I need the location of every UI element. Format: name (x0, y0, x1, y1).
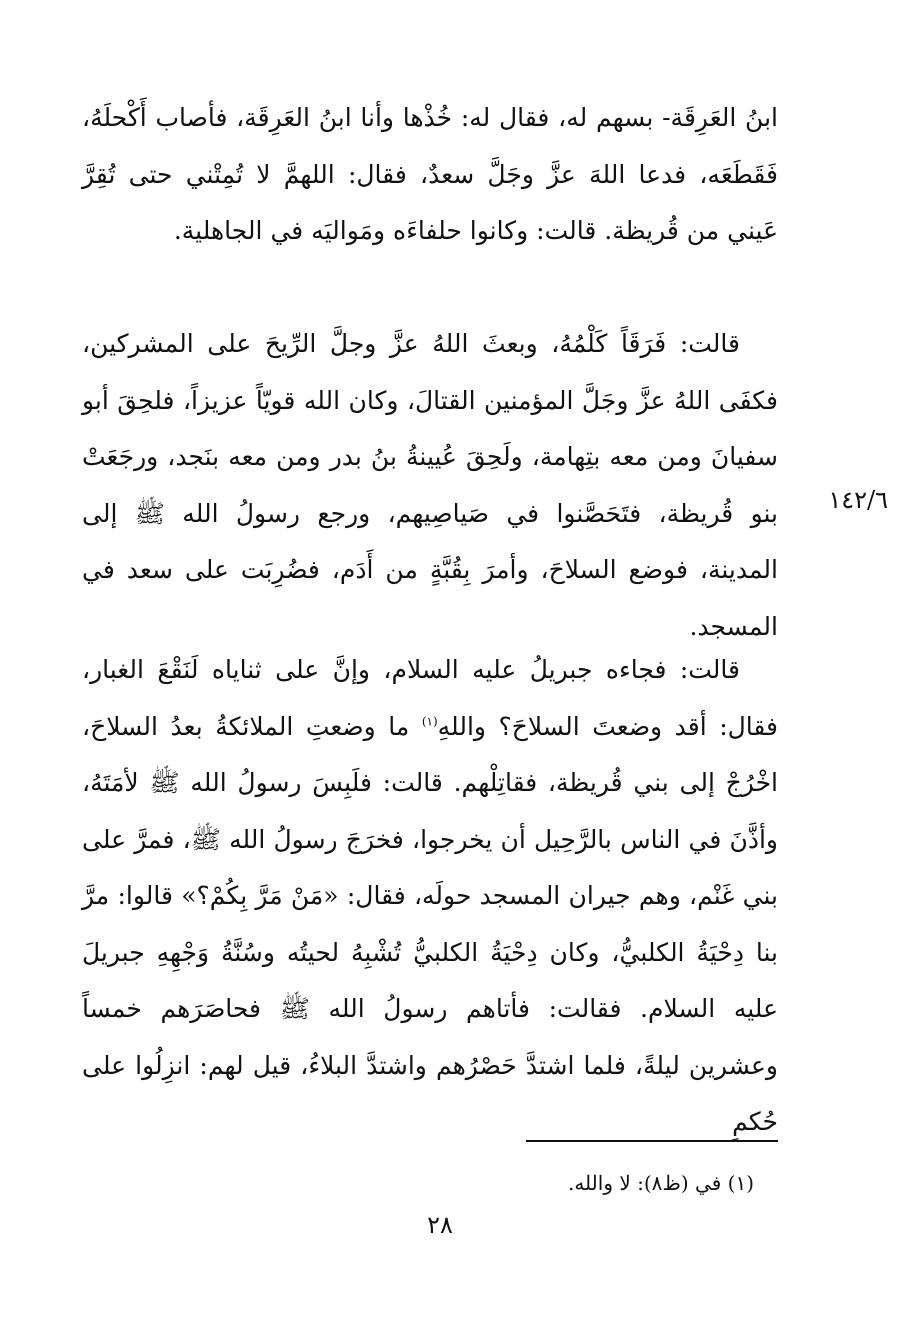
paragraph-3-text-end: ما وضعتِ الملائكةُ بعدُ السلاحَ، اخْرُجْ إلى بني قُريظة، فقاتِلْهم. قالت: فلَبِسَ رسولُ الله ﷺ لأمَتَهُ، وأذَّنَ في الناس بالرَّحِيل أن يخرجوا، فخرَجَ رسولُ الله ﷺ، فمرَّ على بني غَنْم، وهم جيران المسجد حولَه، فقال: «مَنْ مَرَّ بِكُمْ؟» قالوا: مرَّ بنا دِحْيَةُ الكلبيُّ، وكان دِحْيَةُ الكلبيُّ تُشْبِهُ لحيتُه وسُنَّةُ وَجْهِهِ جبريلَ عليه السلام. فقالت: فأتاهم رسولُ الله ﷺ فحاصَرَهم خمساً وعشرين ليلةً، فلما اشتدَّ حَصْرُهم واشتدَّ البلاءُ، قيل لهم: انزِلُوا على حُكمِ (82, 711, 778, 1136)
footnote-divider (526, 1140, 778, 1142)
paragraph-2: قالت: فَرَقَاً كَلْمُهُ، وبعثَ اللهُ عزَّ وجلَّ الرِّيحَ على المشركين، فكفَى اللهُ عزَّ وجَلَّ المؤمنين القتالَ، وكان الله قويّاً عزيزاً، فلحِقَ أبو سفيانَ ومن معه بتِهامة، ولَحِقَ عُيينةُ بنُ بدر ومن معه بنَجد، ورجَعَتْ بنو قُريظة، فتَحَصَّنوا في صَياصِيهم، ورجع رسولُ الله ﷺ إلى المدينة، فوضع السلاحَ، وأمرَ بِقُبَّةٍ من أَدَم، فضُرِبَت على سعد في المسجد. (82, 329, 778, 641)
footnote: (١) في (ظ٨): لا والله. (567, 1171, 754, 1195)
margin-reference: ١٤٢/٦ (828, 486, 888, 514)
paragraph-3-text-start: قالت: فجاءه جبريلُ عليه السلام، وإنَّ على ثناياه لَنَقْعَ الغبار، فقال: أقد وضعتَ السلاحَ؟ واللهِ (82, 655, 778, 741)
paragraph-3 (82, 642, 778, 1151)
page-number: ٢٨ (427, 1211, 453, 1239)
footnote-marker: (١) (421, 714, 438, 729)
paragraph-1: ابنُ العَرِقَة- بسهم له، فقال له: خُذْها وأنا ابنُ العَرِقَة، فأصاب أَكْحلَهُ، فَقَطَعَه، فدعا اللهَ عزَّ وجَلَّ سعدٌ، فقال: اللهمَّ لا تُمِتْني حتى تُقِرَّ عَيني من قُريظة. قالت: وكانوا حلفاءَه ومَواليَه في الجاهلية. (82, 103, 778, 245)
